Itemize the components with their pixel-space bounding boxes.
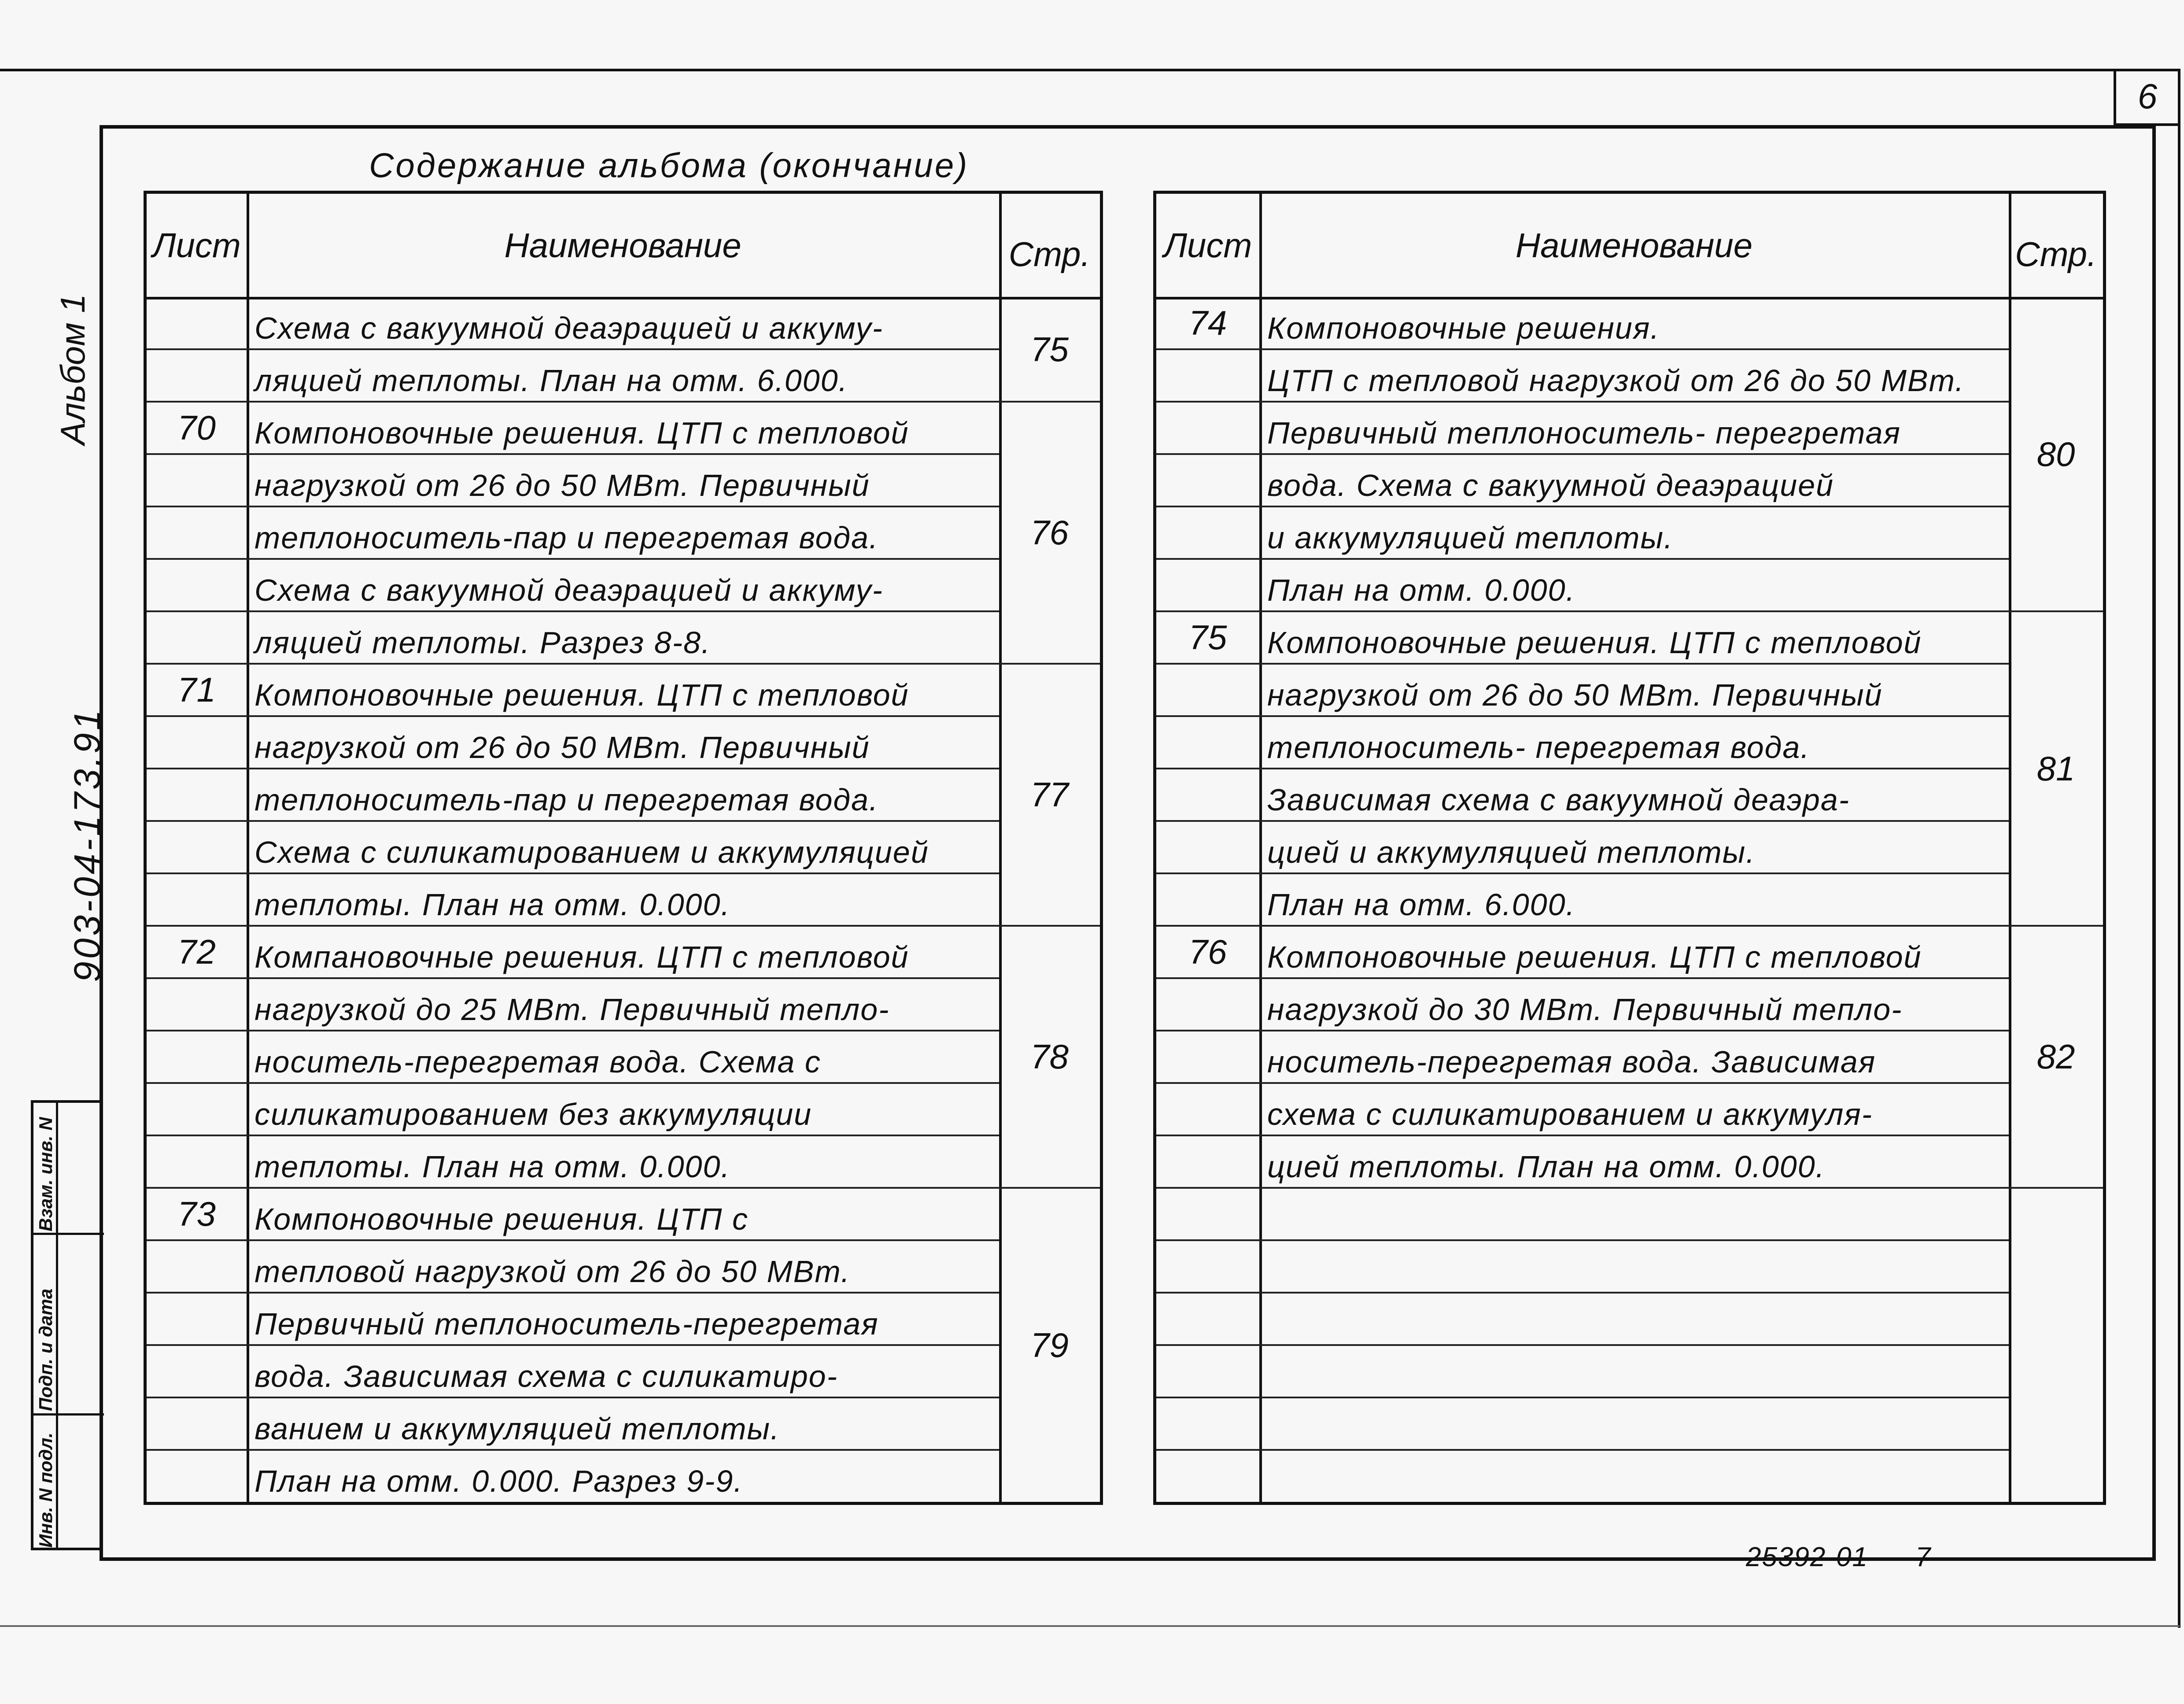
entry-line: схема с силикатированием и аккумуля-: [1267, 1097, 1873, 1131]
entry-line: нагрузкой от 26 до 50 МВт. Первичный: [255, 730, 870, 765]
entry-line: Схема с вакуумной деаэрацией и аккуму-: [255, 573, 883, 607]
entry-line: [1259, 1345, 2009, 1397]
row-divider: [1156, 1292, 2009, 1294]
entry-line: Схема с силикатированием и аккумуляцией: [255, 835, 929, 869]
entry-line: Первичный теплоноситель-перегретая: [255, 1307, 879, 1341]
row-divider: [147, 1449, 999, 1451]
stamp-label: Подп. и дата: [35, 1288, 56, 1411]
row-divider: [1156, 1239, 2009, 1241]
entry-line: тепловой нагрузкой от 26 до 50 МВт.: [255, 1254, 851, 1289]
approval-stamp: [31, 1100, 101, 1550]
document-code: 903-04-173.91: [66, 707, 108, 982]
entry-line: Первичный теплоноситель- перегретая: [1267, 416, 1901, 450]
stamp-divider: [58, 1233, 104, 1235]
stamp-cell-replace: [33, 1103, 58, 1235]
row-divider: [147, 715, 999, 717]
row-divider: [147, 1397, 999, 1398]
header-sheet: Лист: [1163, 225, 1252, 265]
contents-table-right: [1153, 191, 2106, 1505]
entry-line: [1259, 1397, 2009, 1450]
row-divider: [147, 1292, 999, 1294]
entry-line: ЦТП с тепловой нагрузкой от 26 до 50 МВт.: [1267, 363, 1965, 398]
page-border-bottom: [0, 1625, 2180, 1627]
row-divider: [1156, 1082, 2009, 1084]
row-divider: [1156, 768, 2009, 769]
row-divider: [147, 1135, 999, 1136]
contents-table-left: [144, 191, 1103, 1505]
row-divider: [147, 1030, 999, 1031]
entry-line: теплоноситель- перегретая вода.: [1267, 730, 1810, 765]
row-divider: [1156, 715, 2009, 717]
entry-line: Компоновочные решения. ЦТП с тепловой: [255, 416, 909, 450]
row-divider: [1156, 1344, 2009, 1346]
row-divider: [147, 506, 999, 507]
entry-line: цией теплоты. План на отм. 0.000.: [1267, 1150, 1826, 1184]
sheet-number-cell: 74: [1188, 303, 1227, 342]
page-number-cell: 82: [2036, 1037, 2075, 1076]
entry-line: теплоты. План на отм. 0.000.: [255, 887, 730, 922]
sheet-number-cell: 73: [177, 1194, 216, 1233]
stamp-label: Инв. N подл.: [35, 1432, 56, 1548]
row-divider: [1156, 401, 2009, 403]
entry-line: вода. Зависимая схема с силикатиро-: [255, 1359, 838, 1394]
sheet-number-cell: [1156, 1188, 1259, 1240]
stamp-cell-inventory: [33, 1416, 58, 1550]
entry-line: теплоноситель-пар и перегретая вода.: [255, 783, 879, 817]
page-number-cell: 78: [1030, 1037, 1069, 1076]
header-sheet: Лист: [152, 225, 241, 265]
entry-line: План на отм. 0.000. Разрез 9-9.: [255, 1464, 743, 1498]
entry-line: Компоновочные решения. ЦТП с тепловой: [255, 678, 909, 712]
page-number-cell: 76: [1030, 513, 1069, 552]
entry-line: нагрузкой от 26 до 50 МВт. Первичный: [255, 468, 870, 503]
entry-line: [1259, 1450, 2009, 1502]
row-divider: [1156, 1135, 2009, 1136]
entry-line: [1259, 1188, 2009, 1240]
row-divider: [147, 558, 999, 560]
stamp-label: Взам. инв. N: [35, 1117, 56, 1231]
row-divider: [1156, 453, 2009, 455]
entry-line: Схема с вакуумной деаэрацией и аккуму-: [255, 311, 883, 345]
row-divider: [1156, 1449, 2009, 1451]
entry-line: и аккумуляцией теплоты.: [1267, 521, 1674, 555]
entry-line: Компоновочные решения. ЦТП с тепловой: [1267, 940, 1922, 974]
entry-line: вода. Схема с вакуумной деаэрацией: [1267, 468, 1834, 503]
entry-line: План на отм. 0.000.: [1267, 573, 1575, 607]
sheet-number-cell: 76: [1188, 932, 1227, 971]
row-divider: [147, 768, 999, 769]
archive-page: 7: [1915, 1542, 1931, 1572]
sheet-number: 6: [2114, 70, 2179, 126]
row-divider: [1156, 872, 2009, 874]
row-divider: [147, 610, 999, 612]
page-number-cell: 75: [1030, 329, 1069, 369]
row-divider: [147, 348, 999, 350]
header-name: Наименование: [1515, 225, 1753, 265]
row-divider: [1156, 1397, 2009, 1398]
entry-line: [1259, 1293, 2009, 1345]
entry-line: носитель-перегретая вода. Схема с: [255, 1045, 821, 1079]
page-number-cell: [2009, 1188, 2103, 1502]
entry-line: Компоновочные решения.: [1267, 311, 1660, 345]
row-divider: [1156, 1030, 2009, 1031]
entry-line: нагрузкой от 26 до 50 МВт. Первичный: [1267, 678, 1883, 712]
entry-line: ляцией теплоты. План на отм. 6.000.: [255, 363, 848, 398]
entry-line: Зависимая схема с вакуумной деаэра-: [1267, 783, 1850, 817]
entry-line: теплоты. План на отм. 0.000.: [255, 1150, 730, 1184]
page-title: Содержание альбома (окончание): [369, 146, 969, 185]
page-border-right: [2178, 69, 2180, 1628]
row-divider: [147, 1082, 999, 1084]
sheet-number-cell: 75: [1188, 618, 1227, 657]
row-divider: [1156, 977, 2009, 979]
row-divider: [147, 453, 999, 455]
entry-line: носитель-перегретая вода. Зависимая: [1267, 1045, 1876, 1079]
sheet-number-cell: 70: [177, 408, 216, 447]
row-divider: [1156, 820, 2009, 822]
stamp-divider: [58, 1413, 104, 1416]
page-number-cell: 79: [1030, 1325, 1069, 1364]
row-divider: [1156, 348, 2009, 350]
page-number-cell: 80: [2036, 434, 2075, 473]
sheet-number-cell: 72: [177, 932, 216, 971]
entry-line: План на отм. 6.000.: [1267, 887, 1575, 922]
entry-line: Компоновочные решения. ЦТП с тепловой: [1267, 625, 1922, 660]
entry-line: теплоноситель-пар и перегретая вода.: [255, 521, 879, 555]
row-divider: [1156, 663, 2009, 665]
entry-line: нагрузкой до 30 МВт. Первичный тепло-: [1267, 992, 1903, 1027]
row-divider: [147, 820, 999, 822]
entry-line: Компоновочные решения. ЦТП с: [255, 1202, 749, 1236]
archive-code: 25392-01: [1746, 1542, 1869, 1572]
row-divider: [1156, 558, 2009, 560]
row-divider: [147, 872, 999, 874]
entry-line: силикатированием без аккумуляции: [255, 1097, 812, 1131]
row-divider: [147, 1344, 999, 1346]
sheet-number-cell: [147, 297, 247, 349]
row-divider: [147, 977, 999, 979]
row-divider: [1156, 506, 2009, 507]
page-number-cell: 77: [1030, 775, 1069, 814]
page-border-top: [0, 69, 2180, 71]
page-number-cell: 81: [2036, 749, 2075, 788]
sheet-number-cell: 71: [177, 670, 216, 709]
header-page: Стр.: [1008, 234, 1091, 274]
entry-line: [1259, 1240, 2009, 1293]
row-divider: [147, 1239, 999, 1241]
entry-line: нагрузкой до 25 МВт. Первичный тепло-: [255, 992, 890, 1027]
entry-line: ляцией теплоты. Разрез 8-8.: [255, 625, 711, 660]
stamp-cell-signature: [33, 1235, 58, 1416]
album-label: Альбом 1: [53, 294, 92, 445]
entry-line: Компановочные решения. ЦТП с тепловой: [255, 940, 909, 974]
entry-line: ванием и аккумуляцией теплоты.: [255, 1412, 780, 1446]
header-page: Стр.: [2015, 234, 2097, 274]
header-name: Наименование: [504, 225, 742, 265]
entry-line: цией и аккумуляцией теплоты.: [1267, 835, 1756, 869]
